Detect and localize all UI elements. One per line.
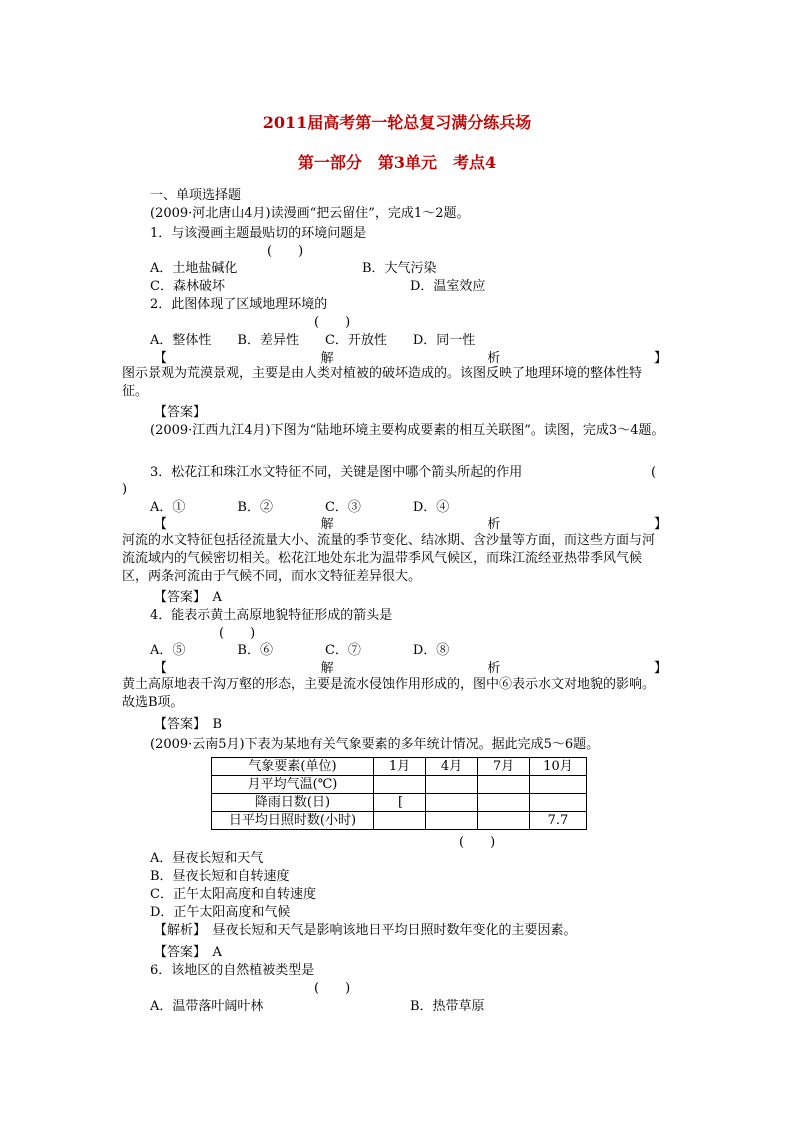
q1-option-b: B．大气污染 [362, 261, 437, 276]
bracket-close: 】 [653, 351, 667, 366]
table-header-cell: 1月 [374, 758, 426, 776]
q5-option-d: D．正午太阳高度和气候 [150, 905, 291, 920]
table-cell [426, 812, 478, 830]
bracket-close: 】 [653, 661, 667, 676]
q3-explanation: 河流的水文特征包括径流量大小、流量的季节变化、结冰期、含沙量等方面，而这些方面与河流流域内的气候密切相关。松花江地处东北为温带季风气候区，而珠江流经亚热带季风气候区，两条河流由于气候不同，而水文特征差异很大。 [122, 533, 656, 584]
q1-paren: ( ) [267, 244, 304, 259]
intro-q3-4: (2009·江西九江4月)下图为“陆地环境主要构成要素的相互关联图”。读图，完成3～4题。 [150, 423, 665, 438]
q2-options: A．整体性 B．差异性 C．开放性 D．同一性 [150, 333, 476, 348]
jiexi-char-1: 解 [320, 661, 334, 676]
table-cell [478, 812, 530, 830]
table-row [212, 794, 587, 812]
q4-jiexi-heading [154, 660, 667, 677]
table-cell [530, 794, 587, 812]
jiexi-char-2: 析 [487, 661, 501, 676]
bracket-open: 【 [154, 661, 168, 676]
jiexi-char-2: 析 [487, 351, 501, 366]
q3-options: A．① B．② C．③ D．④ [150, 500, 450, 515]
q5-explanation: 【解析】 昼夜长短和天气是影响该地日平均日照时数年变化的主要因素。 [154, 923, 577, 938]
q6-option-b: B．热带草原 [410, 999, 485, 1014]
section-heading: 一、单项选择题 [150, 188, 242, 203]
q5-option-a: A．昼夜长短和天气 [150, 851, 264, 866]
bracket-close: 】 [653, 517, 667, 532]
weather-table [211, 757, 587, 830]
table-cell [478, 776, 530, 794]
table-header-row [212, 758, 587, 776]
table-cell: 降雨日数(日) [212, 794, 374, 812]
table-header-cell: 7月 [478, 758, 530, 776]
table-header-cell: 4月 [426, 758, 478, 776]
table-cell: [ [374, 794, 426, 812]
q3-stem: 3．松花江和珠江水文特征不同，关键是图中哪个箭头所起的作用 [150, 465, 523, 480]
table-cell [374, 812, 426, 830]
jiexi-char-2: 析 [487, 517, 501, 532]
q4-explanation: 黄土高原地表千沟万壑的形态，主要是流水侵蚀作用形成的，图中⑥表示水文对地貌的影响。故选B项。 [122, 677, 656, 710]
table-cell [426, 794, 478, 812]
q2-stem: 2．此图体现了区域地理环境的 [150, 297, 328, 312]
intro-q5-6: (2009·云南5月)下表为某地有关气象要素的多年统计情况。据此完成5～6题。 [150, 737, 600, 752]
table-row [212, 812, 587, 830]
q5-option-c: C．正午太阳高度和自转速度 [150, 887, 316, 902]
q6-paren: ( ) [314, 981, 351, 996]
table-header-cell: 气象要素(单位) [212, 758, 374, 776]
q2-explanation: 图示景观为荒漠景观，主要是由人类对植被的破坏造成的。该图反映了地理环境的整体性特征。 [122, 366, 643, 399]
q1-stem: 1．与该漫画主题最贴切的环境问题是 [150, 226, 367, 241]
q2-paren: ( ) [314, 315, 351, 330]
table-cell [478, 794, 530, 812]
q5-paren: ( ) [459, 835, 496, 850]
q5-answer: 【答案】 A [154, 945, 222, 960]
q1-option-a: A．土地盐碱化 [150, 261, 238, 276]
jiexi-char-1: 解 [320, 351, 334, 366]
table-cell [426, 776, 478, 794]
q1-option-d: D．温室效应 [410, 279, 486, 294]
q1-option-c: C．森林破坏 [150, 279, 225, 294]
q6-stem: 6．该地区的自然植被类型是 [150, 963, 315, 978]
q3-paren-right: ) [122, 482, 128, 497]
q2-answer: 【答案】 [154, 405, 207, 420]
q4-options: A．⑤ B．⑥ C．⑦ D．⑧ [150, 643, 450, 658]
table-header-cell: 10月 [530, 758, 587, 776]
table-cell: 日平均日照时数(小时) [212, 812, 374, 830]
table-row [212, 776, 587, 794]
bracket-open: 【 [154, 517, 168, 532]
table-cell: 月平均气温(℃) [212, 776, 374, 794]
table-cell: 7.7 [530, 812, 587, 830]
q3-paren-left: ( [651, 465, 657, 480]
table-cell [530, 776, 587, 794]
jiexi-char-1: 解 [320, 517, 334, 532]
page-subtitle: 第一部分 第3单元 考点4 [297, 153, 497, 172]
q5-option-b: B．昼夜长短和自转速度 [150, 869, 290, 884]
q4-answer: 【答案】 B [154, 717, 223, 732]
page-title: 2011届高考第一轮总复习满分练兵场 [262, 113, 532, 132]
q4-stem: 4．能表示黄土高原地貌特征形成的箭头是 [150, 608, 393, 623]
intro-q1-2: (2009·河北唐山4月)读漫画“把云留住”，完成1～2题。 [150, 206, 470, 221]
table-cell [374, 776, 426, 794]
q3-jiexi-heading [154, 516, 667, 533]
q6-option-a: A．温带落叶阔叶林 [150, 999, 264, 1014]
q3-answer: 【答案】 A [154, 590, 222, 605]
bracket-open: 【 [154, 351, 168, 366]
q4-paren: ( ) [219, 626, 256, 641]
